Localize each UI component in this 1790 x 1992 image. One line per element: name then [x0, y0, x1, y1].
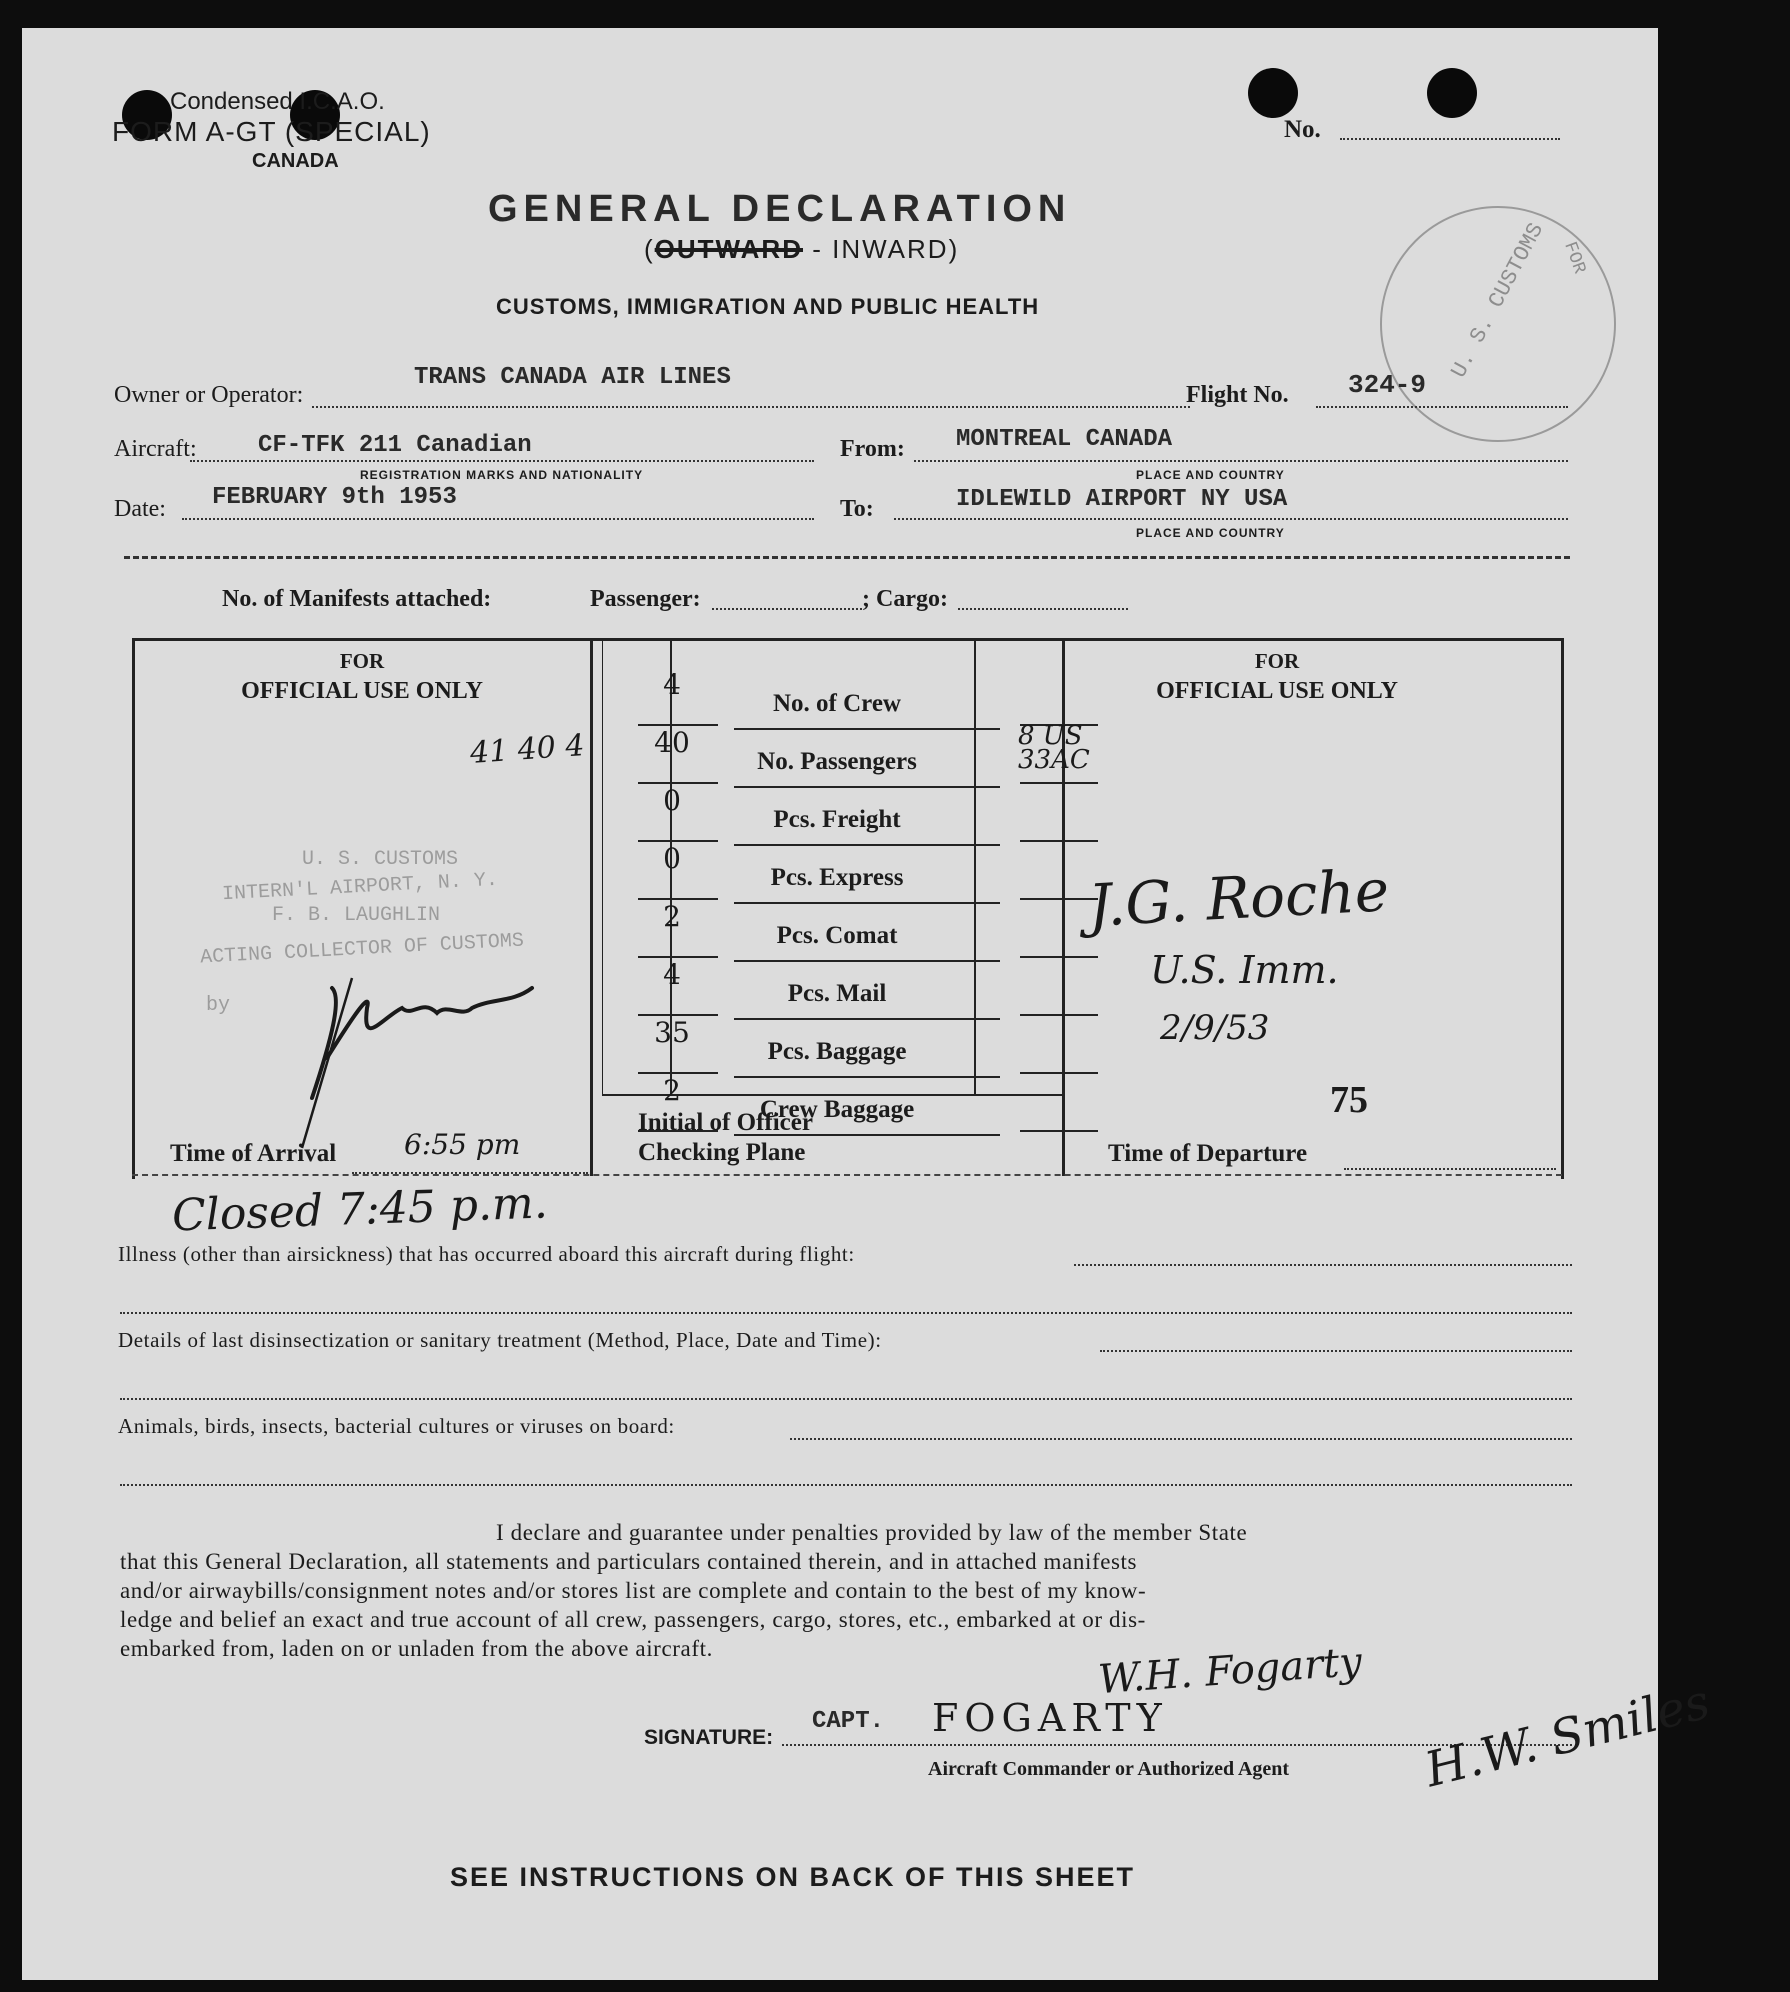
- form-no-line: [1340, 138, 1560, 140]
- to-line: [894, 518, 1568, 520]
- table-row-rule: [734, 1018, 1000, 1020]
- table-row-label: No. Passengers: [757, 748, 917, 775]
- table-row-rule: [1020, 1072, 1098, 1074]
- table-row-label: No. of Crew: [773, 690, 901, 717]
- table-row-rule: [1020, 898, 1098, 900]
- table-row-label: Crew Baggage: [759, 1096, 915, 1123]
- disinsection-question: Details of last disinsectization or sanitary treatment (Method, Place, Date and Time):: [118, 1328, 882, 1352]
- table-row-rule: [638, 1130, 718, 1132]
- table-divider: [590, 638, 593, 1176]
- animals-line-2: [120, 1484, 1572, 1486]
- declaration-line-5: embarked from, laden on or unladen from the above aircraft.: [120, 1636, 713, 1661]
- animals-question: Animals, birds, insects, bacterial cultures or viruses on board:: [118, 1414, 675, 1438]
- arrival-label: Time of Arrival: [170, 1140, 337, 1167]
- declaration-line-1: I declare and guarantee under penalties provided by law of the member State: [496, 1520, 1248, 1545]
- table-divider: [974, 638, 976, 1094]
- owner-value: TRANS CANADA AIR LINES: [414, 364, 731, 391]
- closed-note: Closed 7:45 p.m.: [171, 1177, 549, 1242]
- to-value: IDLEWILD AIRPORT NY USA: [956, 486, 1288, 513]
- page-title: GENERAL DECLARATION: [488, 188, 1072, 230]
- arrival-value: 6:55 pm: [404, 1128, 521, 1161]
- departure-line: [1344, 1168, 1556, 1170]
- table-row-label: Pcs. Express: [770, 864, 904, 891]
- round-customs-stamp: U. S. CUSTOMS FOR: [1380, 206, 1616, 442]
- table-row-rule: [1020, 1014, 1098, 1016]
- declaration-line-2: that this General Declaration, all statements and particulars contained therein, and in attached manifests: [120, 1549, 1138, 1574]
- table-row-label: Pcs. Baggage: [767, 1038, 907, 1065]
- aircraft-line: [190, 460, 814, 462]
- departure-label: Time of Departure: [1108, 1140, 1308, 1167]
- aircraft-value: CF-TFK 211 Canadian: [258, 432, 532, 459]
- signature-typed: CAPT.: [812, 1708, 885, 1735]
- table-row-right-value: 8 US 33AC: [1018, 721, 1090, 775]
- table-row-rule: [734, 728, 1000, 730]
- owner-label: Owner or Operator:: [114, 382, 304, 408]
- to-caption: PLACE AND COUNTRY: [1136, 526, 1285, 540]
- manifests-cargo-line: [958, 608, 1128, 610]
- declaration-sheet: Condensed I.C.A.O. FORM A-GT (SPECIAL) CANADA No. GENERAL DECLARATION (OUTWARD - INWARD) CUSTOMS, IMMIGRATION AND PUBLIC HEALTH U. S. CUSTOMS FOR Owner or Operator: TRANS CANADA AIR LINES Flight No. 324-9 Aircraft: CF-TFK 211 Canadian REGISTRATION MARKS AND NATIONALITY From: MONTREAL CANADA PLACE AND COUNTRY Date: FEBRUARY 9th 1953 To: IDLEWILD AIRPORT NY USA PLACE AND COUNTRY No. of Manifests attached: Passenger: ; Cargo: FOR OFFICIAL USE ONLY FOR OFFICIAL USE ONLY 41 40 4 U. S. CUSTOMS INTERN'L AIRPORT, N. Y. F. B. LAUGHLIN ACTING COLLECTOR OF CUSTOMS by Time of Arrival 6:55 pm Initial of Officer Checking Plane J.G. Roche U.S. Imm. 2/9/53 75 Time of Departure Closed 7:45 p.m. Illness (other than airsickness) that has occurred aboard this aircraft during flight: Details of last disinsectization or sanitary treatment (Method, Place, Date and Time): Animals, birds, insects, bacterial cultures or viruses on board: I declare and guarantee under penalties provided by law of the member State that this General Declaration, all statements and particulars contained therein, and in attached manifests and/or airwaybills/consignment notes and/or stores list are complete and contain to the best of my know- ledge and belief an exact and true account of all crew, passengers, cargo, stores, etc., embarked at or dis- embarked from, laden on or unladen from the above aircraft. W.H. Fogarty SIGNATURE: CAPT. FOGARTY Aircraft Commander or Authorized Agent H.W. Smiles SEE INSTRUCTIONS ON BACK OF THIS SHEET No. of Crew 4 No. Passengers 40 8 US 33AC Pcs. Freight 0 Pcs. Express 0 Pcs. Comat 2 Pcs. Mail 4 Pcs. Baggage 35 Crew Baggage 2: [22, 28, 1658, 1980]
- table-row-value: 40: [654, 726, 690, 759]
- immigration-signature: J.G. Roche: [1086, 856, 1391, 940]
- table-row-value: 0: [663, 784, 681, 817]
- right-number: 75: [1330, 1079, 1368, 1121]
- agencies-line: CUSTOMS, IMMIGRATION AND PUBLIC HEALTH: [496, 294, 1040, 319]
- date-line: [182, 518, 814, 520]
- table-row-rule: [1020, 956, 1098, 958]
- illness-question: Illness (other than airsickness) that has occurred aboard this aircraft during flight:: [118, 1242, 855, 1266]
- table-row-label: Pcs. Comat: [776, 922, 898, 949]
- disinsection-line-2: [120, 1398, 1572, 1400]
- table-row-rule: [1020, 782, 1098, 784]
- from-label: From:: [840, 436, 905, 462]
- table-row-value: 2: [663, 900, 681, 933]
- manifests-passenger-label: Passenger:: [590, 586, 701, 612]
- punch-hole: [1427, 68, 1477, 118]
- table-row-label: Pcs. Freight: [773, 806, 901, 833]
- immigration-title: U.S. Imm.: [1150, 948, 1339, 992]
- to-label: To:: [840, 496, 874, 522]
- separator: [124, 556, 1570, 559]
- flight-label: Flight No.: [1186, 382, 1289, 408]
- form-country: CANADA: [252, 150, 339, 172]
- initial-officer-label: Initial of Officer Checking Plane: [638, 1109, 813, 1166]
- table-row-value: 4: [663, 958, 681, 991]
- struck-outward: OUTWARD: [654, 234, 803, 264]
- date-value: FEBRUARY 9th 1953: [212, 484, 457, 511]
- aircraft-caption: REGISTRATION MARKS AND NATIONALITY: [360, 468, 644, 482]
- right-official-header: FOR OFFICIAL USE ONLY: [1156, 649, 1398, 704]
- manifests-label: No. of Manifests attached:: [222, 586, 492, 612]
- signature-handwritten: FOGARTY: [932, 1696, 1168, 1740]
- page-subtitle: (OUTWARD - INWARD): [644, 234, 960, 264]
- signature-caption: Aircraft Commander or Authorized Agent: [928, 1758, 1290, 1780]
- handwritten-passenger-count: 41 40 4: [468, 728, 586, 771]
- table-row-label: Pcs. Mail: [787, 980, 887, 1007]
- commander-scrawl: W.H. Fogarty: [1096, 1638, 1364, 1704]
- flight-value: 324-9: [1348, 370, 1427, 400]
- illness-line-2: [120, 1312, 1572, 1314]
- table-row-rule: [734, 1134, 1000, 1136]
- from-caption: PLACE AND COUNTRY: [1136, 468, 1285, 482]
- manifests-passenger-line: [712, 608, 862, 610]
- left-official-header: FOR OFFICIAL USE ONLY: [241, 649, 483, 704]
- declaration-line-3: and/or airwaybills/consignment notes and/or stores list are complete and contain to the best of my know-: [120, 1578, 1147, 1603]
- owner-line: [312, 406, 1190, 408]
- table-row-rule: [1020, 840, 1098, 842]
- flight-line: [1316, 406, 1568, 408]
- footer-instructions: SEE INSTRUCTIONS ON BACK OF THIS SHEET: [450, 1862, 1136, 1892]
- declaration-line-4: ledge and belief an exact and true account of all crew, passengers, cargo, stores, etc., embarked at or dis-: [120, 1607, 1146, 1632]
- arrival-line: [352, 1172, 588, 1174]
- manifests-cargo-label: ; Cargo:: [862, 586, 948, 612]
- table-row-rule: [734, 1076, 1000, 1078]
- date-label: Date:: [114, 496, 166, 522]
- table-divider: [602, 638, 603, 1094]
- disinsection-line: [1100, 1350, 1572, 1352]
- table-row-value: 0: [663, 842, 681, 875]
- table-divider: [1062, 638, 1065, 1176]
- from-value: MONTREAL CANADA: [956, 426, 1173, 453]
- form-line-1: Condensed I.C.A.O.: [170, 88, 385, 115]
- table-row-value: 35: [654, 1016, 690, 1049]
- side-signature: H.W. Smiles: [1419, 1673, 1716, 1799]
- animals-line: [790, 1438, 1572, 1440]
- table-bottom-line: [132, 1174, 1562, 1176]
- from-line: [914, 460, 1568, 462]
- table-row-rule: [1020, 1130, 1098, 1132]
- table-row-value: 4: [663, 668, 681, 701]
- table-row-rule: [734, 902, 1000, 904]
- form-line-2: FORM A-GT (SPECIAL): [112, 116, 431, 147]
- form-no-label: No.: [1284, 116, 1321, 143]
- punch-hole: [1248, 68, 1298, 118]
- signature-label: SIGNATURE:: [644, 1726, 774, 1749]
- immigration-date: 2/9/53: [1160, 1008, 1270, 1048]
- table-row-value: 2: [663, 1074, 681, 1107]
- table-row-rule: [734, 960, 1000, 962]
- table-row-rule: [734, 844, 1000, 846]
- table-row-rule: [734, 786, 1000, 788]
- illness-line: [1074, 1264, 1572, 1266]
- aircraft-label: Aircraft:: [114, 436, 197, 462]
